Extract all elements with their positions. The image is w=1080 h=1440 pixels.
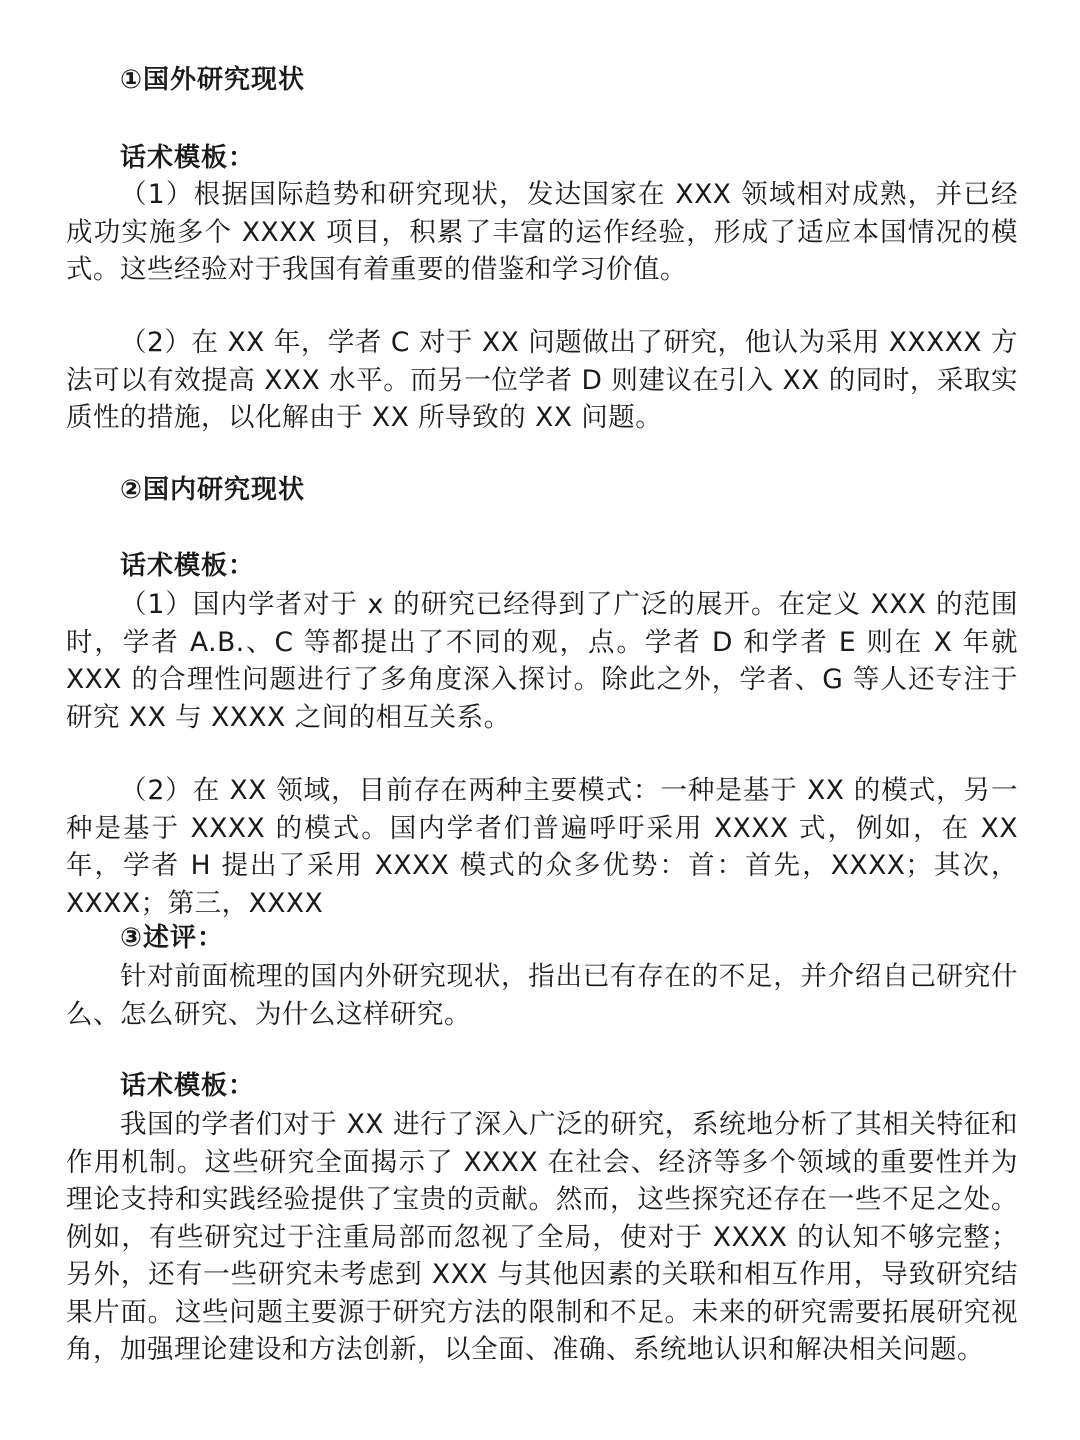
- template-label: 话术模板：: [120, 1071, 256, 1101]
- review-template-paragraph: 我国的学者们对于 XX 进行了深入广泛的研究，系统地分析了其相关特征和作用机制。这些研究全面揭示了 XXXX 在社会、经济等多个领域的重要性并为理论支持和实践经验提供了宝贵的贡献。然而，这些探究还存在一些不足之处。例如，有些研究过于注重局部而忽视了全局，使对于 XXXX 的认知不够完整；另外，还有一些研究未考虑到 XXX 与其他因素的关联和相互作用，导致研究结果片面。这些问题主要源于研究方法的限制和不足。未来的研究需要拓展研究视角，加强理论建设和方法创新，以全面、准确、系统地认识和解决相关问题。: [66, 1109, 1018, 1365]
- template-label: 话术模板：: [120, 551, 256, 581]
- paragraph-foreign-2: （2）在 XX 年，学者 C 对于 XX 问题做出了研究，他认为采用 XXXXX 方法可以有效提高 XXX 水平。而另一位学者 D 则建议在引入 XX 的同时，采取实质性的措施，以化解由于 XX 所导致的 XX 问题。: [66, 327, 1018, 433]
- paragraph-domestic-2: （2）在 XX 领域，目前存在两种主要模式：一种是基于 XX 的模式，另一种是基于 XXXX 的模式。国内学者们普遍呼吁采用 XXXX 式，例如，在 XX 年，学者 H 提出了采用 XXXX 模式的众多优势：首：首先，XXXX；其次，XXXX；第三，XXXX: [66, 775, 1018, 919]
- section-heading-foreign-research: ①国外研究现状: [120, 65, 306, 95]
- review-intro-paragraph: 针对前面梳理的国内外研究现状，指出已有存在的不足，并介绍自己研究什么、怎么研究、为什么这样研究。: [66, 961, 1018, 1030]
- section-heading-domestic-research: ②国内研究现状: [120, 475, 306, 505]
- section-heading-review: ③述评：: [120, 923, 225, 953]
- paragraph-foreign-1: （1）根据国际趋势和研究现状，发达国家在 XXX 领域相对成熟，并已经成功实施多个 XXXX 项目，积累了丰富的运作经验，形成了适应本国情况的模式。这些经验对于我国有着重要的借鉴和学习价值。: [66, 179, 1018, 285]
- template-label: 话术模板：: [120, 143, 256, 173]
- paragraph-domestic-1: （1）国内学者对于 x 的研究已经得到了广泛的展开。在定义 XXX 的范围时，学者 A.B.、C 等都提出了不同的观，点。学者 D 和学者 E 则在 X 年就 XXX 的合理性问题进行了多角度深入探讨。除此之外，学者、G 等人还专注于研究 XX 与 XXXX 之间的相互关系。: [66, 589, 1018, 733]
